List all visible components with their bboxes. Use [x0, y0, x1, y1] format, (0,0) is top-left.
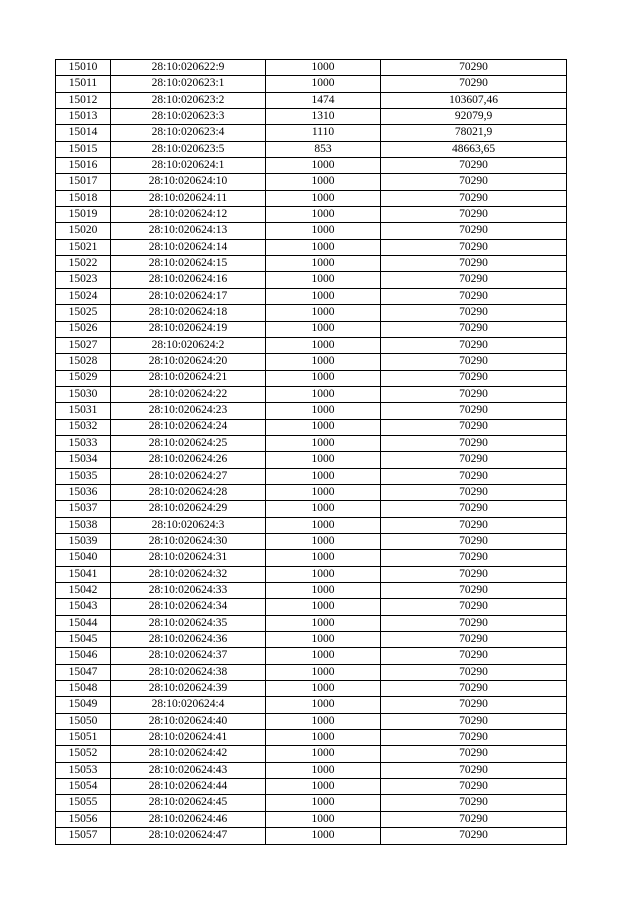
table-row [56, 109, 567, 125]
table-row [56, 762, 567, 778]
row-number-cell: 15024 [56, 288, 111, 304]
area-cell: 1000 [266, 550, 381, 566]
cadastral-number-cell: 28:10:020624:32 [111, 566, 266, 582]
value-cell: 70290 [381, 484, 567, 500]
table-row [56, 697, 567, 713]
table-row [56, 484, 567, 500]
value-cell: 70290 [381, 730, 567, 746]
cadastral-number-cell: 28:10:020624:22 [111, 386, 266, 402]
area-cell: 1000 [266, 779, 381, 795]
area-cell: 1000 [266, 223, 381, 239]
cadastral-number-cell: 28:10:020624:47 [111, 828, 266, 844]
table-row [56, 305, 567, 321]
cadastral-number-cell: 28:10:020624:29 [111, 501, 266, 517]
value-cell: 70290 [381, 207, 567, 223]
row-number-cell: 15055 [56, 795, 111, 811]
area-cell: 1000 [266, 730, 381, 746]
table-row [56, 288, 567, 304]
value-cell: 103607,46 [381, 92, 567, 108]
row-number-cell: 15015 [56, 141, 111, 157]
area-cell: 1000 [266, 599, 381, 615]
area-cell: 1000 [266, 452, 381, 468]
row-number-cell: 15019 [56, 207, 111, 223]
cadastral-number-cell: 28:10:020624:21 [111, 370, 266, 386]
area-cell: 1000 [266, 697, 381, 713]
value-cell: 70290 [381, 337, 567, 353]
table-row [56, 190, 567, 206]
table-row [56, 239, 567, 255]
cadastral-number-cell: 28:10:020624:3 [111, 517, 266, 533]
cadastral-number-cell: 28:10:020624:43 [111, 762, 266, 778]
row-number-cell: 15022 [56, 256, 111, 272]
value-cell: 70290 [381, 174, 567, 190]
value-cell: 70290 [381, 779, 567, 795]
value-cell: 70290 [381, 223, 567, 239]
row-number-cell: 15042 [56, 583, 111, 599]
area-cell: 1000 [266, 484, 381, 500]
cadastral-number-cell: 28:10:020624:38 [111, 664, 266, 680]
cadastral-number-cell: 28:10:020624:44 [111, 779, 266, 795]
area-cell: 1000 [266, 828, 381, 844]
row-number-cell: 15031 [56, 403, 111, 419]
row-number-cell: 15026 [56, 321, 111, 337]
table-row [56, 599, 567, 615]
row-number-cell: 15049 [56, 697, 111, 713]
cadastral-number-cell: 28:10:020624:12 [111, 207, 266, 223]
table-row [56, 648, 567, 664]
row-number-cell: 15040 [56, 550, 111, 566]
table-row [56, 419, 567, 435]
table-row [56, 632, 567, 648]
table-row [56, 321, 567, 337]
row-number-cell: 15027 [56, 337, 111, 353]
row-number-cell: 15020 [56, 223, 111, 239]
value-cell: 70290 [381, 648, 567, 664]
table-row [56, 828, 567, 844]
value-cell: 70290 [381, 762, 567, 778]
cadastral-number-cell: 28:10:020624:25 [111, 435, 266, 451]
cadastral-number-cell: 28:10:020624:20 [111, 354, 266, 370]
table-row [56, 76, 567, 92]
table-row [56, 501, 567, 517]
value-cell: 70290 [381, 599, 567, 615]
table-row [56, 435, 567, 451]
value-cell: 70290 [381, 681, 567, 697]
cadastral-number-cell: 28:10:020623:5 [111, 141, 266, 157]
table-row [56, 403, 567, 419]
cadastral-number-cell: 28:10:020624:40 [111, 713, 266, 729]
table-row [56, 370, 567, 386]
value-cell: 70290 [381, 550, 567, 566]
table-row [56, 713, 567, 729]
value-cell: 70290 [381, 321, 567, 337]
table-row [56, 468, 567, 484]
value-cell: 78021,9 [381, 125, 567, 141]
value-cell: 70290 [381, 190, 567, 206]
value-cell: 48663,65 [381, 141, 567, 157]
cadastral-number-cell: 28:10:020624:39 [111, 681, 266, 697]
value-cell: 70290 [381, 403, 567, 419]
data-table [55, 59, 567, 845]
value-cell: 70290 [381, 370, 567, 386]
cadastral-number-cell: 28:10:020624:15 [111, 256, 266, 272]
table-row [56, 550, 567, 566]
row-number-cell: 15048 [56, 681, 111, 697]
area-cell: 1000 [266, 664, 381, 680]
cadastral-number-cell: 28:10:020624:36 [111, 632, 266, 648]
table-row [56, 583, 567, 599]
row-number-cell: 15016 [56, 158, 111, 174]
cadastral-number-cell: 28:10:020623:3 [111, 109, 266, 125]
cadastral-number-cell: 28:10:020624:13 [111, 223, 266, 239]
value-cell: 70290 [381, 697, 567, 713]
row-number-cell: 15039 [56, 533, 111, 549]
row-number-cell: 15043 [56, 599, 111, 615]
row-number-cell: 15023 [56, 272, 111, 288]
area-cell: 1000 [266, 305, 381, 321]
cadastral-number-cell: 28:10:020624:28 [111, 484, 266, 500]
row-number-cell: 15038 [56, 517, 111, 533]
cadastral-number-cell: 28:10:020624:24 [111, 419, 266, 435]
row-number-cell: 15036 [56, 484, 111, 500]
value-cell: 70290 [381, 828, 567, 844]
area-cell: 1000 [266, 435, 381, 451]
row-number-cell: 15056 [56, 811, 111, 827]
value-cell: 92079,9 [381, 109, 567, 125]
area-cell: 1310 [266, 109, 381, 125]
value-cell: 70290 [381, 795, 567, 811]
cadastral-number-cell: 28:10:020624:10 [111, 174, 266, 190]
area-cell: 1000 [266, 288, 381, 304]
cadastral-number-cell: 28:10:020624:23 [111, 403, 266, 419]
table-body [56, 60, 567, 845]
row-number-cell: 15034 [56, 452, 111, 468]
table-row [56, 92, 567, 108]
area-cell: 1000 [266, 468, 381, 484]
cadastral-number-cell: 28:10:020624:37 [111, 648, 266, 664]
area-cell: 1000 [266, 386, 381, 402]
table-row [56, 272, 567, 288]
value-cell: 70290 [381, 76, 567, 92]
area-cell: 1000 [266, 533, 381, 549]
row-number-cell: 15050 [56, 713, 111, 729]
area-cell: 853 [266, 141, 381, 157]
area-cell: 1000 [266, 321, 381, 337]
value-cell: 70290 [381, 288, 567, 304]
row-number-cell: 15053 [56, 762, 111, 778]
area-cell: 1000 [266, 517, 381, 533]
table-row [56, 730, 567, 746]
area-cell: 1000 [266, 239, 381, 255]
table-row [56, 615, 567, 631]
table-row [56, 681, 567, 697]
row-number-cell: 15021 [56, 239, 111, 255]
cadastral-number-cell: 28:10:020624:1 [111, 158, 266, 174]
row-number-cell: 15057 [56, 828, 111, 844]
cadastral-number-cell: 28:10:020623:4 [111, 125, 266, 141]
area-cell: 1110 [266, 125, 381, 141]
table-row [56, 746, 567, 762]
table-row [56, 256, 567, 272]
cadastral-number-cell: 28:10:020624:46 [111, 811, 266, 827]
area-cell: 1000 [266, 272, 381, 288]
row-number-cell: 15032 [56, 419, 111, 435]
cadastral-number-cell: 28:10:020624:4 [111, 697, 266, 713]
row-number-cell: 15054 [56, 779, 111, 795]
table-row [56, 566, 567, 582]
row-number-cell: 15035 [56, 468, 111, 484]
row-number-cell: 15012 [56, 92, 111, 108]
row-number-cell: 15011 [56, 76, 111, 92]
area-cell: 1000 [266, 256, 381, 272]
value-cell: 70290 [381, 632, 567, 648]
area-cell: 1000 [266, 76, 381, 92]
table-row [56, 811, 567, 827]
value-cell: 70290 [381, 583, 567, 599]
value-cell: 70290 [381, 517, 567, 533]
cadastral-number-cell: 28:10:020624:41 [111, 730, 266, 746]
area-cell: 1000 [266, 158, 381, 174]
table-row [56, 207, 567, 223]
area-cell: 1000 [266, 60, 381, 76]
value-cell: 70290 [381, 468, 567, 484]
row-number-cell: 15052 [56, 746, 111, 762]
cadastral-number-cell: 28:10:020624:27 [111, 468, 266, 484]
cadastral-number-cell: 28:10:020624:18 [111, 305, 266, 321]
cadastral-number-cell: 28:10:020624:35 [111, 615, 266, 631]
cadastral-number-cell: 28:10:020624:34 [111, 599, 266, 615]
table-row [56, 223, 567, 239]
area-cell: 1000 [266, 566, 381, 582]
area-cell: 1000 [266, 190, 381, 206]
value-cell: 70290 [381, 501, 567, 517]
value-cell: 70290 [381, 664, 567, 680]
area-cell: 1000 [266, 354, 381, 370]
row-number-cell: 15033 [56, 435, 111, 451]
area-cell: 1000 [266, 681, 381, 697]
area-cell: 1474 [266, 92, 381, 108]
value-cell: 70290 [381, 60, 567, 76]
row-number-cell: 15041 [56, 566, 111, 582]
area-cell: 1000 [266, 713, 381, 729]
area-cell: 1000 [266, 632, 381, 648]
table-row [56, 141, 567, 157]
area-cell: 1000 [266, 648, 381, 664]
value-cell: 70290 [381, 811, 567, 827]
value-cell: 70290 [381, 158, 567, 174]
cadastral-number-cell: 28:10:020624:26 [111, 452, 266, 468]
row-number-cell: 15051 [56, 730, 111, 746]
value-cell: 70290 [381, 354, 567, 370]
value-cell: 70290 [381, 713, 567, 729]
area-cell: 1000 [266, 501, 381, 517]
value-cell: 70290 [381, 305, 567, 321]
cadastral-number-cell: 28:10:020623:2 [111, 92, 266, 108]
cadastral-number-cell: 28:10:020624:19 [111, 321, 266, 337]
area-cell: 1000 [266, 337, 381, 353]
row-number-cell: 15044 [56, 615, 111, 631]
table-row [56, 517, 567, 533]
value-cell: 70290 [381, 272, 567, 288]
table-row [56, 125, 567, 141]
cadastral-number-cell: 28:10:020624:30 [111, 533, 266, 549]
row-number-cell: 15028 [56, 354, 111, 370]
row-number-cell: 15045 [56, 632, 111, 648]
table-row [56, 174, 567, 190]
table-row [56, 386, 567, 402]
area-cell: 1000 [266, 615, 381, 631]
area-cell: 1000 [266, 746, 381, 762]
row-number-cell: 15017 [56, 174, 111, 190]
row-number-cell: 15013 [56, 109, 111, 125]
row-number-cell: 15010 [56, 60, 111, 76]
value-cell: 70290 [381, 615, 567, 631]
value-cell: 70290 [381, 419, 567, 435]
cadastral-number-cell: 28:10:020624:45 [111, 795, 266, 811]
area-cell: 1000 [266, 370, 381, 386]
value-cell: 70290 [381, 256, 567, 272]
area-cell: 1000 [266, 419, 381, 435]
table-row [56, 337, 567, 353]
table-row [56, 452, 567, 468]
area-cell: 1000 [266, 583, 381, 599]
value-cell: 70290 [381, 566, 567, 582]
value-cell: 70290 [381, 746, 567, 762]
table-row [56, 533, 567, 549]
value-cell: 70290 [381, 533, 567, 549]
cadastral-number-cell: 28:10:020624:2 [111, 337, 266, 353]
table-row [56, 60, 567, 76]
table-row [56, 779, 567, 795]
row-number-cell: 15018 [56, 190, 111, 206]
value-cell: 70290 [381, 239, 567, 255]
area-cell: 1000 [266, 795, 381, 811]
cadastral-number-cell: 28:10:020624:33 [111, 583, 266, 599]
cadastral-number-cell: 28:10:020624:16 [111, 272, 266, 288]
cadastral-number-cell: 28:10:020624:42 [111, 746, 266, 762]
cadastral-number-cell: 28:10:020624:31 [111, 550, 266, 566]
table-row [56, 664, 567, 680]
row-number-cell: 15037 [56, 501, 111, 517]
table-row [56, 158, 567, 174]
cadastral-number-cell: 28:10:020622:9 [111, 60, 266, 76]
table-row [56, 354, 567, 370]
value-cell: 70290 [381, 435, 567, 451]
cadastral-number-cell: 28:10:020624:11 [111, 190, 266, 206]
cadastral-number-cell: 28:10:020624:17 [111, 288, 266, 304]
row-number-cell: 15030 [56, 386, 111, 402]
row-number-cell: 15046 [56, 648, 111, 664]
value-cell: 70290 [381, 386, 567, 402]
row-number-cell: 15029 [56, 370, 111, 386]
area-cell: 1000 [266, 403, 381, 419]
area-cell: 1000 [266, 207, 381, 223]
cadastral-number-cell: 28:10:020624:14 [111, 239, 266, 255]
value-cell: 70290 [381, 452, 567, 468]
area-cell: 1000 [266, 174, 381, 190]
area-cell: 1000 [266, 811, 381, 827]
table-row [56, 795, 567, 811]
row-number-cell: 15025 [56, 305, 111, 321]
cadastral-number-cell: 28:10:020623:1 [111, 76, 266, 92]
row-number-cell: 15014 [56, 125, 111, 141]
area-cell: 1000 [266, 762, 381, 778]
row-number-cell: 15047 [56, 664, 111, 680]
